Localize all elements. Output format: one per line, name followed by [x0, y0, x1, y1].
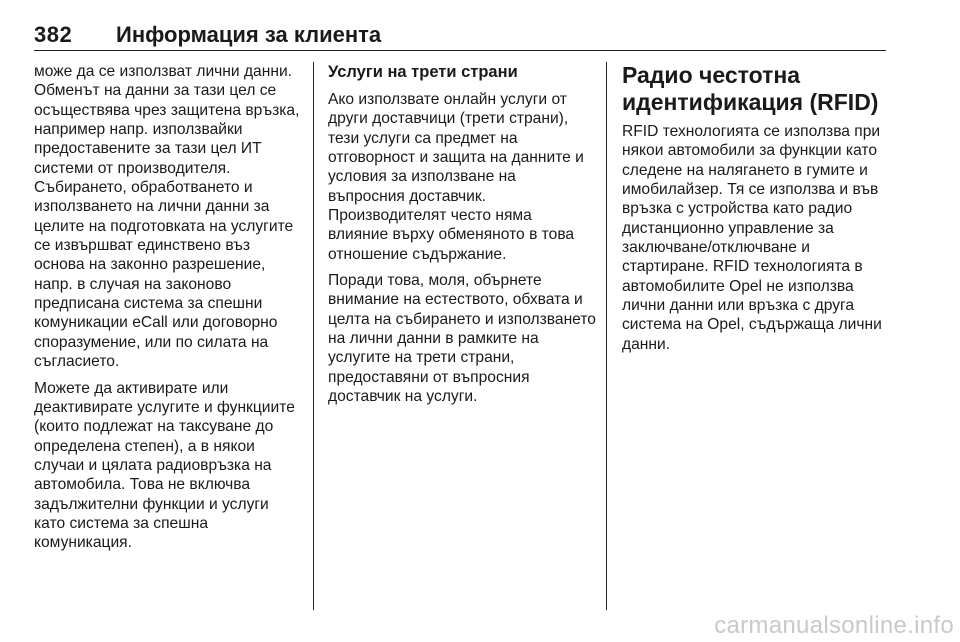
paragraph: RFID технологията се използва при някои автомобили за функции като следене на налягането в гумите и имобилайзер. Тя се използва и във връзка с устройства като радио дистанционно управление за заключване/отключване и стартиране. RFID технологията в автомобилите Opel не използва лични данни или връзка с друга система на Opel, съдържаща лични данни. [622, 123, 882, 353]
paragraph: Поради това, моля, обърнете внимание на естеството, обхвата и целта на събирането и използването на лични данни в рамките на услугите на трети страни, предоставяни от въпросния доставчик на услуги. [328, 272, 596, 406]
column-middle [328, 62, 596, 414]
watermark: carmanualsonline.info [714, 612, 954, 639]
column-right [622, 62, 890, 361]
page-header [34, 22, 886, 51]
column-divider [606, 62, 607, 610]
running-title: Информация за клиента [116, 22, 382, 47]
column-left [34, 62, 302, 560]
section-heading-third-party: Услуги на трети страни [328, 63, 518, 81]
column-divider [313, 62, 314, 610]
section-heading-rfid: Радио честотна идентификация (RFID) [622, 62, 879, 115]
page-number: 382 [34, 22, 73, 47]
paragraph: може да се използват лични данни. Обменът на данни за тази цел се осъществява чрез защитена връзка, например напр. използвайки предоставените за тази цел ИТ системи от производителя. Събирането, обработването и използването на лични данни за целите на подготовката на услугите се извършват единствено въз основа на законно разрешение, напр. в случая на законово предписана система за спешни комуникации eCall или договорно споразумение, или по силата на съгласието. [34, 63, 300, 371]
paragraph: Ако използвате онлайн услуги от други доставчици (трети страни), тези услуги са предмет на отговорност и защита на данните и условия за използване на въпросния доставчик. Производителят често няма влияние върху обменяното в това отношение съдържание. [328, 91, 584, 263]
paragraph: Можете да активирате или деактивирате услугите и функциите (които подлежат на таксуване до определена степен), а в някои случаи и цялата радиовръзка на автомобила. Това не включва задължителни функции и услуги като система за спешна комуникация. [34, 379, 295, 552]
